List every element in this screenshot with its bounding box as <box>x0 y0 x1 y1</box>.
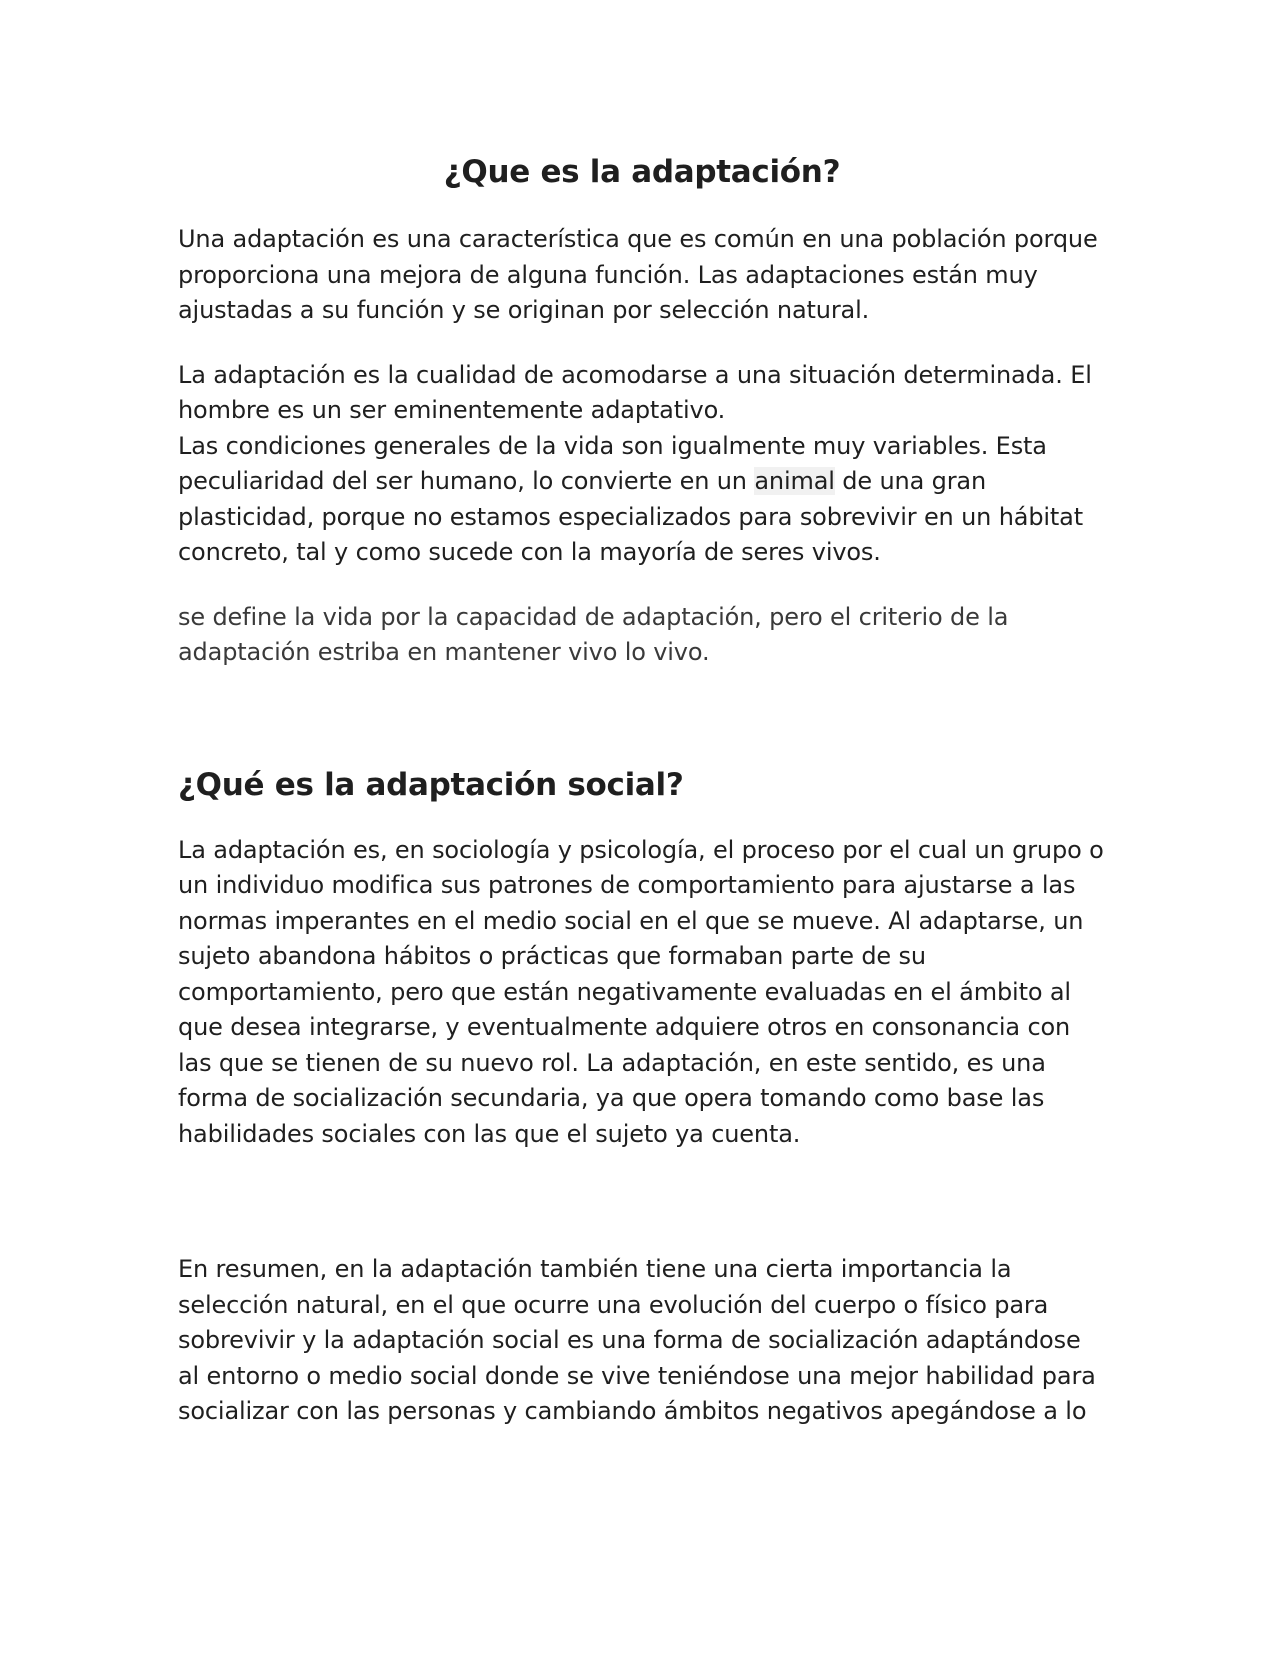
paragraph-human-adaptation <box>178 358 1106 571</box>
paragraph-human-adaptation-line2-after: de una gran plasticidad, porque no estamos especializados para sobrevivir en un hábitat concreto, tal y como sucede con la mayoría de seres vivos. <box>178 467 1083 566</box>
paragraph-human-adaptation-line2-before: Las condiciones generales de la vida son igualmente muy variables. Esta peculiaridad del ser humano, lo convierte en un <box>178 431 1047 495</box>
paragraph-summary: En resumen, en la adaptación también tiene una cierta importancia la selección natural, en el que ocurre una evolución del cuerpo o físico para sobrevivir y la adaptación social es una forma de socialización adaptándose al entorno o medio social donde se vive teniéndose una mejor habilidad para socializar con las personas y cambiando ámbitos negativos apegándose a lo <box>178 1255 1096 1425</box>
paragraph-social-adaptation: La adaptación es, en sociología y psicología, el proceso por el cual un grupo o un individuo modifica sus patrones de comportamiento para ajustarse a las normas imperantes en el medio social en el que se mueve. Al adaptarse, un sujeto abandona hábitos o prácticas que formaban parte de su comportamiento, pero que están negativamente evaluadas en el ámbito al que desea integrarse, y eventualmente adquiere otros en consonancia con las que se tienen de su nuevo rol. La adaptación, en este sentido, es una forma de socialización secundaria, ya que opera tomando como base las habilidades sociales con las que el sujeto ya cuenta. <box>178 835 1104 1148</box>
paragraph-human-adaptation-line1: La adaptación es la cualidad de acomodarse a una situación determinada. El hombre es un ser eminentemente adaptativo. <box>178 360 1092 424</box>
paragraph-definition: Una adaptación es una característica que es común en una población porque proporciona una mejora de alguna función. Las adaptaciones están muy ajustadas a su función y se originan por selección natural. <box>178 225 1098 324</box>
heading-adaptacion-social: ¿Qué es la adaptación social? <box>178 766 684 803</box>
heading-que-es-la-adaptacion: ¿Que es la adaptación? <box>443 154 841 190</box>
highlighted-word-animal: animal <box>754 467 835 495</box>
section-social-adaptation <box>178 765 1106 1153</box>
document-body <box>178 140 1106 1430</box>
paragraph-life-criterion: se define la vida por la capacidad de adaptación, pero el criterio de la adaptación estriba en mantener vivo lo vivo. <box>178 602 1009 666</box>
